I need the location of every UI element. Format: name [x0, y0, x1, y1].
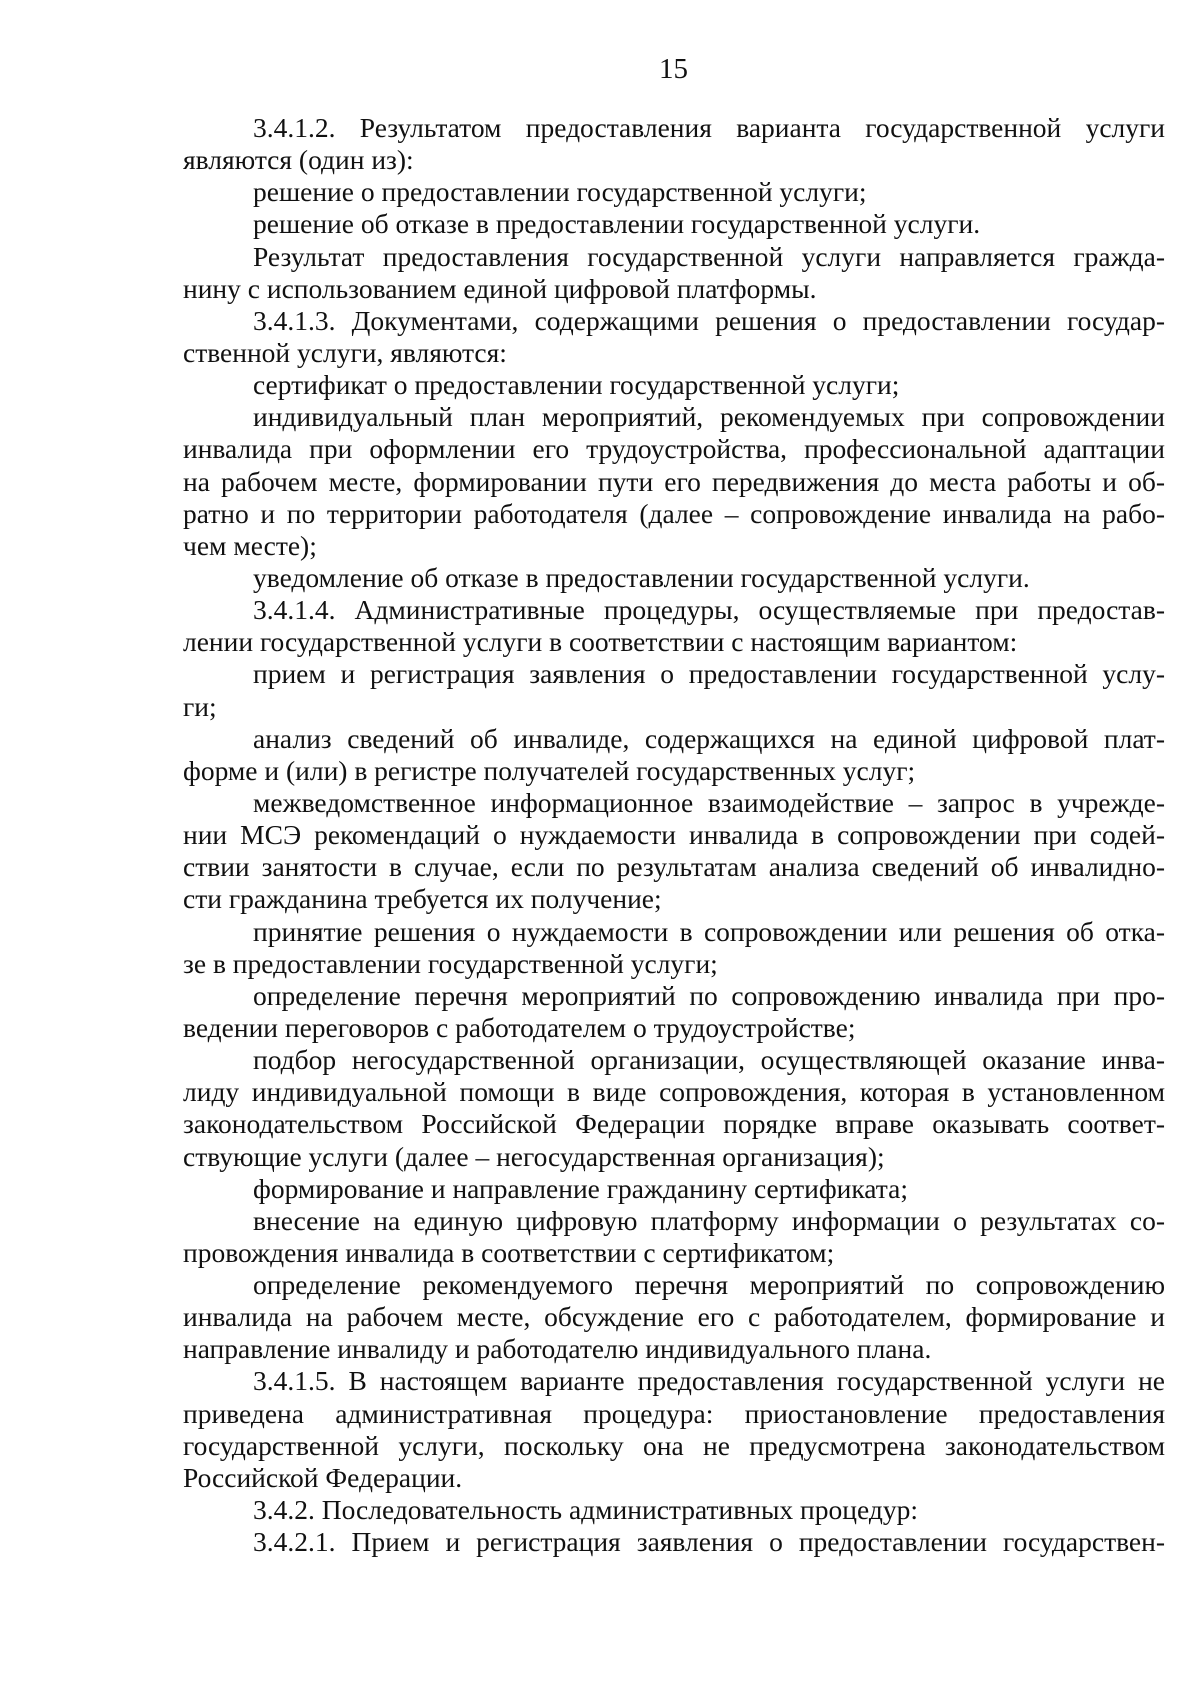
- text-line: 3.4.2. Последовательность административных процедур:: [253, 1494, 918, 1526]
- text-line: 3.4.1.4. Административные процедуры, осуществляемые при предостав-: [253, 594, 1165, 626]
- text-line: прием и регистрация заявления о предоставлении государственной услу-: [253, 658, 1165, 690]
- text-line: ствии занятости в случае, если по результатам анализа сведений об инвалидно-: [183, 851, 1165, 883]
- text-line: индивидуальный план мероприятий, рекомендуемых при сопровождении: [253, 401, 1165, 433]
- text-line: инвалида при оформлении его трудоустройства, профессиональной адаптации: [183, 433, 1165, 465]
- text-line: принятие решения о нуждаемости в сопровождении или решения об отка-: [253, 915, 1165, 947]
- text-line: направление инвалиду и работодателю индивидуального плана.: [183, 1333, 932, 1365]
- text-line: законодательством Российской Федерации порядке вправе оказывать соответ-: [183, 1108, 1165, 1140]
- text-line: приведена административная процедура: приостановление предоставления: [183, 1397, 1165, 1429]
- text-line: анализ сведений об инвалиде, содержащихся на единой цифровой плат-: [253, 722, 1165, 754]
- text-line: формирование и направление гражданину сертификата;: [253, 1172, 909, 1204]
- text-line: чем месте);: [183, 529, 317, 561]
- text-line: ствующие услуги (далее – негосударственная организация);: [183, 1140, 885, 1172]
- text-line: сертификат о предоставлении государственной услуги;: [253, 369, 900, 401]
- document-body: [183, 112, 1165, 1558]
- text-line: Результат предоставления государственной услуги направляется гражда-: [253, 240, 1165, 272]
- text-line: лиду индивидуальной помощи в виде сопровождения, которая в установленном: [183, 1076, 1165, 1108]
- text-line: являются (один из):: [183, 144, 414, 176]
- text-line: ратно и по территории работодателя (далее – сопровождение инвалида на рабо-: [183, 497, 1165, 529]
- page-number: 15: [659, 53, 688, 85]
- text-line: ведении переговоров с работодателем о трудоустройстве;: [183, 1011, 856, 1043]
- text-line: решение о предоставлении государственной услуги;: [253, 176, 867, 208]
- text-line: подбор негосударственной организации, осуществляющей оказание инва-: [253, 1044, 1165, 1076]
- text-line: провождения инвалида в соответствии с сертификатом;: [183, 1236, 835, 1268]
- text-line: ственной услуги, являются:: [183, 336, 507, 368]
- text-line: зе в предоставлении государственной услуги;: [183, 947, 718, 979]
- text-line: уведомление об отказе в предоставлении государственной услуги.: [253, 561, 1030, 593]
- text-line: нии МСЭ рекомендаций о нуждаемости инвалида в сопровождении при содей-: [183, 819, 1165, 851]
- text-line: внесение на единую цифровую платформу информации о результатах со-: [253, 1204, 1165, 1236]
- text-line: определение перечня мероприятий по сопровождению инвалида при про-: [253, 979, 1165, 1011]
- text-line: 3.4.1.3. Документами, содержащими решения о предоставлении государ-: [253, 304, 1165, 336]
- text-line: форме и (или) в регистре получателей государственных услуг;: [183, 754, 916, 786]
- text-line: решение об отказе в предоставлении государственной услуги.: [253, 208, 981, 240]
- text-line: на рабочем месте, формировании пути его передвижения до места работы и об-: [183, 465, 1165, 497]
- text-line: сти гражданина требуется их получение;: [183, 883, 662, 915]
- text-line: нину с использованием единой цифровой платформы.: [183, 272, 817, 304]
- text-line: лении государственной услуги в соответствии с настоящим вариантом:: [183, 626, 1018, 658]
- text-line: межведомственное информационное взаимодействие – запрос в учрежде-: [253, 786, 1165, 818]
- text-line: государственной услуги, поскольку она не предусмотрена законодательством: [183, 1429, 1165, 1461]
- text-line: 3.4.2.1. Прием и регистрация заявления о предоставлении государствен-: [253, 1526, 1165, 1558]
- text-line: ги;: [183, 690, 217, 722]
- text-line: 3.4.1.5. В настоящем варианте предоставления государственной услуги не: [253, 1365, 1165, 1397]
- text-line: 3.4.1.2. Результатом предоставления варианта государственной услуги: [253, 112, 1165, 143]
- text-line: определение рекомендуемого перечня мероприятий по сопровождению: [253, 1269, 1165, 1301]
- text-line: инвалида на рабочем месте, обсуждение его с работодателем, формирование и: [183, 1301, 1165, 1333]
- text-line: Российской Федерации.: [183, 1461, 463, 1493]
